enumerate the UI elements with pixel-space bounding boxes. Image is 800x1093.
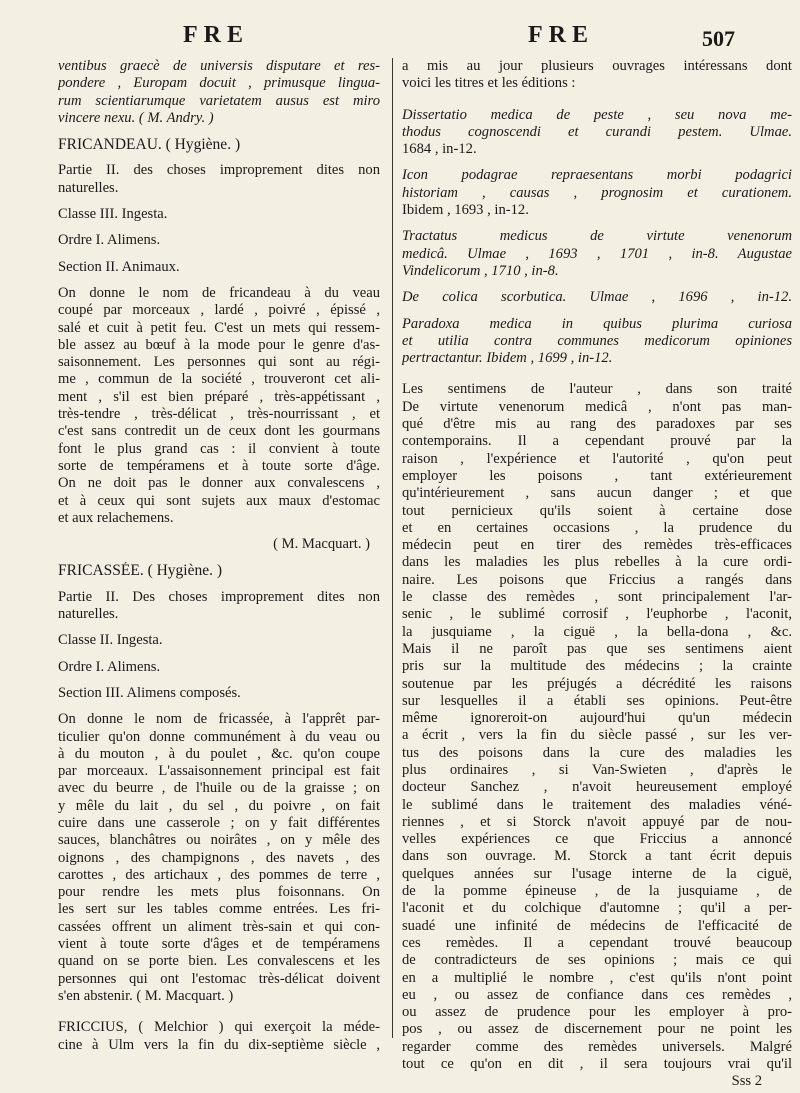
text-line: Vindelicorum , 1710 , in-8. [402,262,559,279]
text-line: de la pomme épineuse , de la jusquiame , de [402,883,792,900]
text-line: de contradicteurs de ses opinions ; mais ce qui [402,952,792,969]
text-line: ( M. Macquart. ) [273,536,370,553]
text-line: tus des poisons dans la cure des maladies les [402,744,792,761]
text-line: ble assez au bœuf à la mode pour le genre d'as- [58,336,380,353]
text-line: même ignoreroit-on aujourd'hui qu'un médecin [402,710,792,727]
line-gap [402,307,792,316]
text-line: ventibus graecè de universis disputare et res- [58,58,380,74]
text-line: sorte de tempéramens et à toute sorte d'âge. [58,457,380,474]
text-line: sauces, blanchâtres ou noirâtes , on y mêle des [58,832,380,849]
right-column [402,58,792,1091]
line-gap [58,580,380,589]
text-line: ou assez de prudence pour les employer à pro- [402,1004,792,1021]
text-line: Partie II. des choses improprement dites non [58,162,380,179]
text-line: et utilia contra communes medicorum opiniones [402,332,792,349]
text-line: oignons , des champignons , des navets , des [58,849,380,866]
text-line: la jusquiame , la ciguë , la bella-dona , &c. [402,623,792,640]
text-line: en a multiplié le nombre , c'est qu'ils n'ont point [402,969,792,986]
line-gap [58,676,380,685]
text-line: qué d'être mis au rang des paradoxes par ses [402,416,792,433]
text-line: ment , s'il est bien préparé , très-appétissant , [58,388,380,405]
text-line: quand on se porte bien. Les convalescens et les [58,953,380,970]
text-line: carottes , des artichaux , des pommes de terre , [58,866,380,883]
line-gap [58,153,380,162]
line-gap [58,623,380,632]
text-line: a écrit , vers la fin du siècle passé , sur les ver- [402,727,792,744]
line-gap [402,158,792,167]
text-line: FRICANDEAU. ( Hygiène. ) [58,136,241,154]
text-line: On donne le nom de fricassée, à l'apprêt par- [58,711,380,728]
text-line: dans les maladies les plus rebelles à la cure ordi- [402,554,792,571]
text-line: à du mouton , à du poulet , &c. qu'on coupe [58,745,380,762]
text-line: suadé une infinité de médecins de l'efficacité de [402,917,792,934]
text-line: sur lesquelles il a établi ses opinions. Peut-être [402,692,792,709]
text-line: s'en abstenir. ( M. Macquart. ) [58,987,234,1004]
text-line: le classe des remèdes , sont principalement l'ar- [402,589,792,606]
text-line: ticulier qu'on donne communément à du veau ou [58,728,380,745]
text-line: On donne le nom de fricandeau à du veau [58,284,380,301]
line-gap [58,197,380,206]
line-gap [58,553,380,562]
line-gap [58,127,380,136]
text-line: Classe II. Ingesta. [58,632,163,649]
left-column [58,58,380,1054]
text-line: Tractatus medicus de virtute venenorum [402,228,792,245]
text-line: plus ordinaires , si Van-Swieten , d'après le [402,761,792,778]
text-line: Section III. Alimens composés. [58,684,241,701]
text-line: dans son ouvrage. M. Storck a tant écrit depuis [402,848,792,865]
line-gap [58,1005,380,1019]
line-gap [58,276,380,285]
text-line: Sss 2 [731,1073,762,1090]
text-line: Partie II. Des choses improprement dites non [58,588,380,605]
text-line: On ne doit pas le donner aux convalescens , [58,475,380,492]
text-line: naturelles. [58,606,119,623]
running-head-right: FRE [528,22,594,48]
line-gap [58,223,380,232]
text-line: a mis au jour plusieurs ouvrages intéressans dont [402,58,792,74]
text-line: Les sentimens de l'auteur , dans son traité [402,381,792,398]
text-line: Ordre I. Alimens. [58,658,161,675]
text-line: velles expériences ce que Friccius a annoncé [402,831,792,848]
text-line: medicâ. Ulmae , 1693 , 1701 , in-8. Augustae [402,245,792,262]
text-line: tout ce qu'on en dit , il sera toujours vrai qu'il [402,1056,792,1073]
text-line: contemporains. Il a cependant prouvé par la [402,433,792,450]
text-line: riennes , et si Storck n'avoit appuyé par de nou- [402,813,792,830]
text-line: soutenue par les préjugés a décrédité les raisons [402,675,792,692]
text-line: cine à Ulm vers la fin du dix-septième siècle , [58,1036,380,1053]
text-line: les sert sur les tables comme entrées. Les fri- [58,901,380,918]
line-gap [58,702,380,711]
text-line: thodus cognoscendi et curandi pestem. Ulmae. [402,123,792,140]
text-line: employer les poisons , tant extérieurement [402,467,792,484]
text-line: raison , l'expérience et l'autorité , qu'on peut [402,450,792,467]
text-line: De colica scorbutica. Ulmae , 1696 , in-12. [402,289,792,306]
text-line: FRICCIUS, ( Melchior ) qui exerçoit la méde- [58,1019,380,1036]
text-line: Mais il ne paroît pas que ses sentimens aient [402,640,792,657]
text-line: Ordre I. Alimens. [58,232,161,249]
text-line: pertractantur. Ibidem , 1699 , in-12. [402,350,613,367]
text-line: coupé par morceaux , lardé , poivré , épissé , [58,302,380,319]
text-line: médecin peut en tirer des remèdes très-efficaces [402,537,792,554]
text-line: pris sur la multitude des médecins ; la crainte [402,658,792,675]
text-line: saisonnement. Les personnes qui sont au régi- [58,354,380,371]
text-line: salé et cuit à petit feu. C'est un mets qui ressem- [58,319,380,336]
text-line: Classe III. Ingesta. [58,206,168,223]
line-gap [58,650,380,659]
text-line: regarder comme des remèdes universels. Malgré [402,1038,792,1055]
text-line: et en certaines occasions , la prudence du [402,519,792,536]
text-line: et aux relachemens. [58,509,174,526]
text-line: le sublimé dans le traitement des maladies véné- [402,796,792,813]
text-line: Ibidem , 1693 , in-12. [402,202,529,219]
text-line: senic , le sublimé corrosif , l'euphorbe , l'aconit, [402,606,792,623]
text-line: personnes qui ont l'estomac très-délicat doivent [58,970,380,987]
text-line: cassées offrent un aliment très-sain et qui con- [58,918,380,935]
text-line: 1684 , in-12. [402,141,477,158]
text-line: De virtute venenorum medicâ , n'ont pas man- [402,398,792,415]
text-line: me , commun de la société , trouveront cet ali- [58,371,380,388]
text-line: Section II. Animaux. [58,258,180,275]
text-line: l'aconit et du colchique d'automne ; qu'il a per- [402,900,792,917]
text-line: Icon podagrae repraesentans morbi podagrici [402,167,792,184]
text-line: naire. Les poisons que Friccius a rangés dans [402,571,792,588]
line-gap [402,367,792,381]
text-line: c'est sans contredit un de ceux dont les gourmans [58,423,380,440]
text-line: y mêle du lait , du sel , du poivre , on fait [58,797,380,814]
text-line: docteur Sanchez , n'avoit heureusement employé [402,779,792,796]
text-line: font le plus grand cas : il convient à toute [58,440,380,457]
line-gap [402,93,792,107]
line-gap [58,527,380,536]
page-number: 507 [702,26,735,51]
text-line: vient à toute sorte d'âges et de tempéramens [58,936,380,953]
text-line: par morceaux. L'assaisonnement principal est fait [58,763,380,780]
line-gap [58,250,380,259]
column-divider [392,58,393,1038]
text-line: ces remèdes. Il a cependant trouvé beaucoup [402,934,792,951]
text-line: eu , ou assez de confiance dans ces remèdes , [402,986,792,1003]
text-line: cuire dans une casserole ; on y fait différentes [58,814,380,831]
text-line: FRICASSÉE. ( Hygiène. ) [58,562,223,580]
text-line: tout pernicieux qu'ils soient à certaine dose [402,502,792,519]
text-line: rum scientiarumque varietatem ausus est miro [58,92,380,109]
line-gap [402,280,792,289]
text-line: voici les titres et les éditions : [402,75,576,92]
line-gap [402,219,792,228]
text-line: pondere , Europam docuit , primusque lingua- [58,75,380,92]
text-line: très-tendre , très-délicat , très-nourrissant , et [58,406,380,423]
text-line: Dissertatio medica de peste , seu nova me- [402,106,792,123]
text-line: avec du beurre , de l'huile ou de la graisse ; on [58,780,380,797]
text-line: vincere nexu. ( M. Andry. ) [58,109,214,126]
text-line: qu'intérieurement , sans aucun danger ; et que [402,485,792,502]
text-line: pos , ou assez de discernement pour ne point les [402,1021,792,1038]
text-line: pour rendre les mets plus foisonnans. On [58,884,380,901]
text-line: quelques années sur l'usage interne de la ciguë, [402,865,792,882]
text-line: historiam , causas , prognosim et curationem. [402,184,792,201]
text-line: et à ceux qui sont sujets aux maux d'estomac [58,492,380,509]
running-head-left: FRE [183,22,249,48]
text-line: naturelles. [58,179,119,196]
text-line: Paradoxa medica in quibus plurima curiosa [402,315,792,332]
